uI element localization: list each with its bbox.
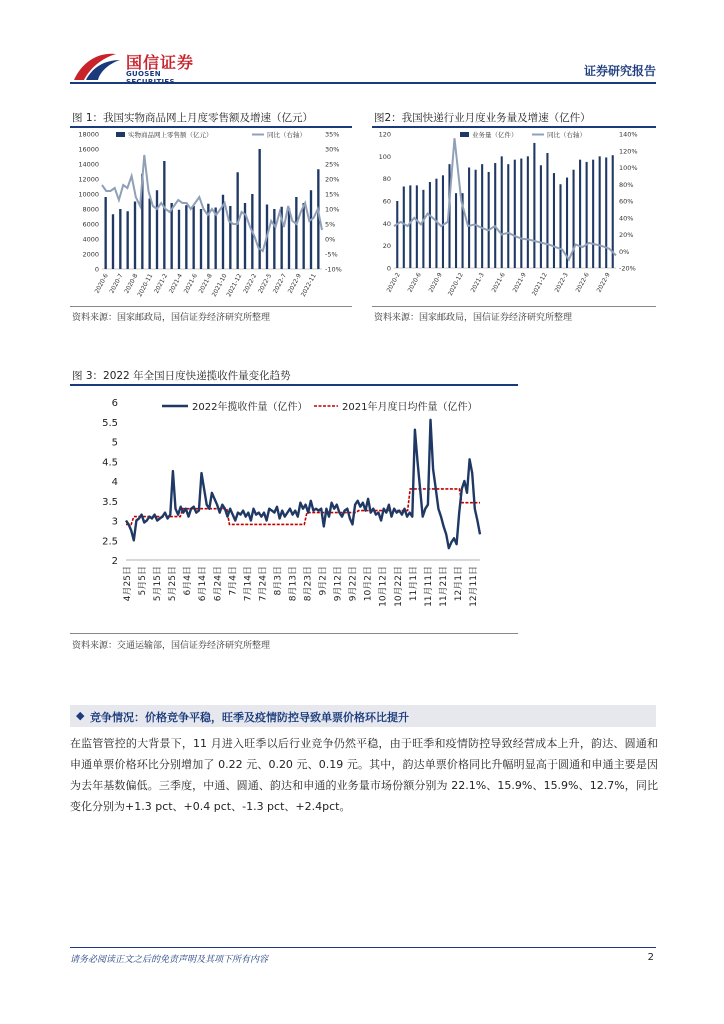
chart1-x-tick: 2021-10 bbox=[210, 272, 229, 299]
chart1-x-tick: 2022-2 bbox=[242, 272, 259, 295]
chart2-x-tick: 2022-6 bbox=[574, 271, 591, 294]
chart2-legend-bar-label: 业务量（亿件） bbox=[472, 131, 518, 139]
chart2-x-tick: 2020-6 bbox=[406, 271, 423, 294]
chart3-legend-2021-label: 2021年月度日均件量（亿件） bbox=[342, 402, 478, 413]
chart3-y-tick: 5.5 bbox=[102, 417, 118, 429]
brand-name-cn: 国信证券 bbox=[126, 53, 195, 72]
figure2-bottom-rule bbox=[372, 306, 656, 307]
chart2-y-right-tick: 20% bbox=[619, 231, 634, 239]
chart3-x-tick: 5月25日 bbox=[168, 566, 179, 602]
chart2-bar bbox=[403, 186, 405, 268]
chart2-x-tick: 2021-6 bbox=[490, 271, 507, 294]
chart3-x-tick: 10月2日 bbox=[363, 566, 374, 602]
chart1-legend-bar-label: 实物商品网上零售额（亿元） bbox=[128, 131, 213, 139]
chart3-2022-line bbox=[126, 420, 480, 548]
chart3-x-tick: 8月3日 bbox=[273, 566, 284, 596]
figure1-title: 图 1：我国实物商品网上月度零售额及增速（亿元） bbox=[72, 112, 314, 124]
chart2-bar bbox=[422, 190, 424, 268]
chart1-y-right-tick: -5% bbox=[325, 250, 338, 259]
figure3-bottom-rule bbox=[70, 633, 518, 634]
chart3-y-tick: 6 bbox=[111, 398, 118, 409]
chart3-y-tick: 4.5 bbox=[102, 457, 118, 469]
chart2-bar bbox=[409, 185, 411, 268]
chart2-x-tick: 2021-3 bbox=[469, 271, 486, 294]
chart3-x-tick: 12月1日 bbox=[453, 566, 464, 602]
chart1-bar bbox=[302, 203, 304, 269]
chart3-x-tick: 7月14日 bbox=[243, 566, 254, 602]
chart1-y-left-tick: 4000 bbox=[82, 235, 99, 244]
chart1-y-right-tick: 10% bbox=[325, 205, 340, 214]
chart1-x-tick: 2020-8 bbox=[123, 272, 140, 295]
chart2-y-right-tick: 80% bbox=[619, 180, 634, 189]
brand-logo bbox=[72, 50, 204, 86]
chart2-y-right-tick: -20% bbox=[619, 264, 636, 273]
chart2-bar bbox=[553, 173, 555, 268]
chart1-y-right-tick: 15% bbox=[325, 190, 340, 199]
body-paragraph: 在监管管控的大背景下，11 月进入旺季以后行业竞争仍然平稳，由于旺季和疫情防控导致经营成本上升，韵达、圆通和申通单票价格环比分别增加了 0.22 元、0.20 元、0.19 元。其中，韵达单票价格同比升幅明显高于圆通和申通主要是因为去年基数偏低。三季度，中通、圆通、韵达和申通的业务量市场份额分别为 22.1%、15.9%、15.9%、12.7%，同比变化分别为+1.3 pct、+0.4 pct、-1.3 pct、+2.4pct。 bbox=[70, 737, 658, 813]
figure1-source: 资料来源：国家邮政局，国信证券经济研究所整理 bbox=[72, 313, 271, 323]
chart2-legend-line-label: 同比（右轴） bbox=[547, 131, 586, 139]
chart1-x-tick: 2021-4 bbox=[167, 272, 185, 295]
chart2-bar bbox=[475, 170, 477, 268]
chart3 bbox=[70, 388, 518, 632]
chart3-y-tick: 4 bbox=[111, 477, 118, 488]
chart1-x-tick: 2022-11 bbox=[299, 272, 318, 299]
chart2-x-tick: 2022-9 bbox=[595, 271, 612, 294]
chart3-x-tick: 4月25日 bbox=[123, 566, 133, 602]
chart2-bar bbox=[527, 156, 529, 268]
chart3-y-tick: 2 bbox=[111, 556, 118, 567]
chart1-y-left-tick: 16000 bbox=[78, 145, 99, 154]
chart2-bar bbox=[501, 156, 503, 268]
figure3-source: 资料来源：交通运输部，国信证券经济研究所整理 bbox=[72, 641, 271, 651]
chart1-bar bbox=[178, 210, 180, 269]
chart3-x-tick: 5月15日 bbox=[153, 566, 164, 602]
chart2-legend-bar-swatch bbox=[460, 132, 469, 137]
chart1-x-tick: 2022-7 bbox=[271, 272, 289, 295]
chart2-bar bbox=[605, 157, 607, 268]
chart2-bar bbox=[533, 143, 535, 268]
chart3-y-tick: 5 bbox=[111, 437, 118, 449]
chart1-x-tick: 2020-11 bbox=[136, 272, 155, 299]
chart2-bar bbox=[507, 164, 509, 268]
chart3-x-tick: 5月5日 bbox=[138, 566, 149, 596]
chart2-bar bbox=[520, 159, 522, 268]
chart1-y-right-tick: 0% bbox=[325, 235, 336, 244]
chart1-y-right-tick: -10% bbox=[325, 265, 342, 274]
chart2-y-right-tick: 120% bbox=[619, 147, 638, 156]
chart2-bar bbox=[514, 160, 516, 268]
chart1-bar bbox=[200, 209, 202, 269]
chart1-y-right-tick: 5% bbox=[325, 220, 336, 229]
chart1-bar bbox=[170, 203, 172, 269]
chart3-x-tick: 11月11日 bbox=[423, 566, 434, 607]
chart1-bar bbox=[163, 161, 165, 269]
chart2-bar bbox=[559, 184, 561, 268]
chart3-x-tick: 6月14日 bbox=[198, 566, 209, 602]
chart2-bar bbox=[494, 163, 496, 268]
chart1-bar bbox=[148, 199, 150, 270]
footer-disclaimer: 请务必阅读正文之后的免责声明及其项下所有内容 bbox=[70, 955, 269, 965]
chart2-y-left-tick: 20 bbox=[382, 242, 391, 251]
chart3-x-tick: 9月22日 bbox=[348, 566, 359, 602]
chart2-x-tick: 2020-9 bbox=[427, 271, 444, 294]
chart1-bar bbox=[156, 190, 158, 269]
chart3-legend-2022-label: 2022年揽收件量（亿件） bbox=[192, 402, 308, 413]
chart1-x-tick: 2021-2 bbox=[153, 272, 170, 295]
figure2-title: 图2：我国快递行业月度业务量及增速（亿件） bbox=[374, 112, 591, 124]
section-title: 竞争情况：价格竞争平稳，旺季及疫情防控导致单票价格环比提升 bbox=[90, 711, 409, 724]
chart1-bar bbox=[310, 190, 312, 269]
chart3-x-tick: 6月4日 bbox=[183, 566, 194, 596]
chart3-x-tick: 12月11日 bbox=[469, 566, 479, 607]
section-bullet-icon: ◆ bbox=[76, 709, 85, 722]
chart1-bar bbox=[112, 214, 114, 269]
chart2-y-right-tick: 0% bbox=[619, 247, 630, 256]
chart2-x-tick: 2022-3 bbox=[553, 271, 570, 294]
chart2-bar bbox=[429, 182, 431, 268]
chart2-y-right-tick: 60% bbox=[619, 197, 634, 206]
chart1-x-tick: 2022-9 bbox=[286, 272, 303, 295]
chart2-bar bbox=[455, 193, 457, 268]
chart2-bar bbox=[416, 185, 418, 268]
chart2-y-right-tick: 140% bbox=[619, 130, 638, 139]
chart2-y-right-tick: 40% bbox=[619, 214, 634, 223]
figure2-source: 资料来源：国家邮政局，国信证券经济研究所整理 bbox=[374, 313, 573, 323]
chart1-y-right-tick: 20% bbox=[325, 175, 340, 184]
chart2-bar bbox=[599, 156, 601, 268]
chart1-bar bbox=[258, 149, 260, 269]
page-number: 2 bbox=[647, 952, 654, 963]
chart1-y-right-tick: 30% bbox=[325, 145, 340, 154]
chart1-y-left-tick: 12000 bbox=[78, 175, 99, 184]
chart3-x-tick: 8月13日 bbox=[288, 566, 299, 602]
chart1-bar bbox=[192, 206, 194, 269]
chart1-legend-bar-swatch bbox=[116, 132, 125, 137]
chart3-x-tick: 7月4日 bbox=[228, 566, 239, 596]
chart2-bar bbox=[592, 160, 594, 268]
chart2-bar bbox=[546, 153, 548, 268]
chart1-x-tick: 2021-6 bbox=[182, 272, 199, 295]
chart3-x-tick: 9月12日 bbox=[333, 566, 344, 602]
chart2-y-right-tick: 100% bbox=[619, 164, 638, 172]
chart3-x-tick: 7月24日 bbox=[258, 566, 269, 602]
chart2-y-left-tick: 0 bbox=[386, 264, 391, 273]
chart2-bar bbox=[442, 175, 444, 268]
chart2-bar bbox=[468, 168, 470, 269]
chart2-bar bbox=[488, 172, 490, 268]
chart3-x-tick: 9月2日 bbox=[318, 566, 329, 596]
chart2-y-left-tick: 120 bbox=[378, 130, 391, 139]
chart1-bar bbox=[295, 197, 297, 269]
chart3-x-tick: 11月21日 bbox=[438, 566, 449, 607]
chart3-x-tick: 10月22日 bbox=[393, 566, 404, 607]
brand-name-en: GUOSEN bbox=[126, 70, 161, 78]
chart2-bar bbox=[586, 162, 588, 268]
chart2-bar bbox=[579, 160, 581, 268]
chart2 bbox=[372, 128, 658, 306]
chart1-bar bbox=[126, 211, 128, 269]
chart1-y-left-tick: 18000 bbox=[78, 130, 99, 139]
chart1-bar bbox=[273, 209, 275, 269]
chart2-x-tick: 2020-2 bbox=[385, 271, 402, 294]
chart1-bar bbox=[119, 209, 121, 269]
chart1-y-right-tick: 25% bbox=[325, 160, 340, 169]
chart1-y-left-tick: 0 bbox=[94, 265, 99, 274]
footer-divider bbox=[70, 947, 656, 948]
chart1-bar bbox=[185, 205, 187, 269]
chart1-bar bbox=[134, 202, 136, 270]
header-divider bbox=[70, 82, 656, 84]
chart2-bar bbox=[540, 165, 542, 268]
chart2-bar bbox=[573, 170, 575, 268]
chart1-bar bbox=[288, 208, 290, 269]
chart3-x-tick: 10月12日 bbox=[378, 566, 389, 607]
figure3-top-rule bbox=[70, 384, 518, 386]
chart1-x-tick: 2020-7 bbox=[108, 272, 125, 295]
chart2-y-left-tick: 60 bbox=[382, 197, 391, 206]
chart1-x-tick: 2021-8 bbox=[197, 272, 214, 295]
chart2-y-left-tick: 100 bbox=[378, 152, 391, 161]
chart1-legend-line-label: 同比（右轴） bbox=[267, 131, 306, 139]
chart1-y-left-tick: 2000 bbox=[82, 250, 99, 259]
chart1-y-left-tick: 6000 bbox=[82, 220, 99, 229]
chart1-x-tick: 2021-12 bbox=[225, 272, 244, 299]
chart2-growth-line bbox=[394, 138, 616, 259]
chart2-x-tick: 2021-9 bbox=[511, 271, 528, 294]
chart1-y-left-tick: 8000 bbox=[82, 205, 99, 214]
chart1-y-left-tick: 10000 bbox=[78, 190, 99, 199]
chart2-x-tick: 2020-12 bbox=[446, 271, 465, 298]
chart3-x-tick: 6月24日 bbox=[213, 566, 224, 602]
chart1 bbox=[70, 128, 354, 306]
report-type-label: 证券研究报告 bbox=[583, 64, 656, 78]
chart3-y-tick: 2.5 bbox=[102, 536, 118, 548]
chart1-y-left-tick: 14000 bbox=[78, 160, 99, 169]
chart3-x-tick: 8月23日 bbox=[303, 566, 314, 602]
chart3-x-tick: 11月1日 bbox=[408, 566, 419, 602]
chart1-x-tick: 2022-5 bbox=[257, 272, 274, 295]
chart3-y-tick: 3 bbox=[111, 516, 118, 528]
chart1-bar bbox=[214, 208, 216, 270]
chart1-bar bbox=[104, 197, 106, 269]
brand-logo-icon bbox=[72, 50, 124, 84]
chart1-y-right-tick: 35% bbox=[325, 130, 340, 139]
chart2-y-left-tick: 80 bbox=[382, 175, 391, 184]
chart2-bar bbox=[396, 201, 398, 268]
chart3-y-tick: 3.5 bbox=[102, 496, 118, 508]
chart2-y-left-tick: 40 bbox=[382, 219, 391, 228]
figure1-bottom-rule bbox=[70, 306, 352, 307]
figure3-title: 图 3：2022 年全国日度快递揽收件量变化趋势 bbox=[72, 370, 291, 382]
chart2-bar bbox=[481, 164, 483, 268]
chart1-bar bbox=[229, 206, 231, 269]
chart2-x-tick: 2021-12 bbox=[530, 271, 549, 298]
chart1-x-tick: 2020-6 bbox=[93, 272, 110, 295]
